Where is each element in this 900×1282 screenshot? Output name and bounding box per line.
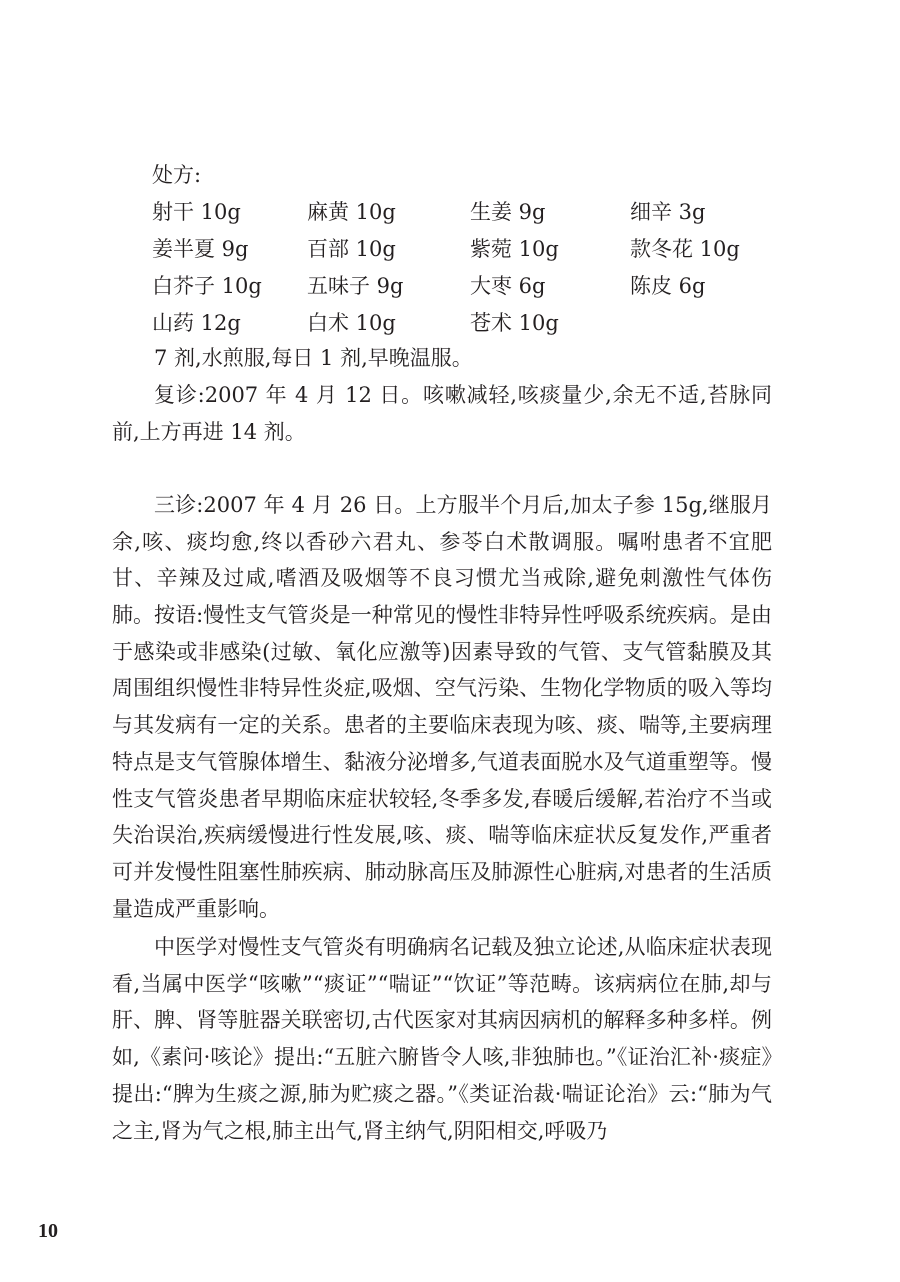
herb-item: 细辛 3g <box>630 200 706 224</box>
herb-item: 苍术 10g <box>470 311 559 335</box>
herb-item: 陈皮 6g <box>630 274 706 298</box>
herb-item: 紫菀 10g <box>470 237 559 261</box>
page-number: 10 <box>38 1220 58 1242</box>
herb-item: 白术 10g <box>307 311 396 335</box>
herb-item: 生姜 9g <box>470 200 546 224</box>
herb-item: 麻黄 10g <box>307 200 396 224</box>
herb-item: 姜半夏 9g <box>152 237 249 261</box>
herb-item: 大枣 6g <box>470 274 546 298</box>
third-visit-paragraph: 三诊:2007 年 4 月 26 日。上方服半个月后,加太子参 15g,继服月余,咳、痰均愈,终以香砂六君丸、参苓白术散调服。嘱咐患者不宜肥甘、辛辣及过咸,嗜酒及吸烟等不良习惯尤当戒除,避免刺激性气体伤肺。 <box>112 493 772 628</box>
commentary-paragraph: 按语:慢性支气管炎是一种常见的慢性非特异性呼吸系统疾病。是由于感染或非感染(过敏、氧化应激等)因素导致的气管、支气管黏膜及其周围组织慢性非特异性炎症,吸烟、空气污染、生物化学物质的吸入等均与其发病有一定的关系。患者的主要临床表现为咳、痰、喘等,主要病理特点是支气管腺体增生、黏液分泌增多,气道表面脱水及气道重塑等。慢性支气管炎患者早期临床症状较轻,冬季多发,春暖后缓解,若治疗不当或失治误治,疾病缓慢进行性发展,咳、痰、喘等临床症状反复发作,严重者可并发慢性阻塞性肺疾病、肺动脉高压及肺源性心脏病,对患者的生活质量造成严重影响。 <box>112 603 772 921</box>
second-visit-paragraph: 复诊:2007 年 4 月 12 日。咳嗽减轻,咳痰量少,余无不适,苔脉同前,上方再进 14 剂。 <box>112 383 772 444</box>
dosage-instructions: 7 剂,水煎服,每日 1 剂,早晚温服。 <box>154 346 473 370</box>
tcm-discussion-paragraph: 中医学对慢性支气管炎有明确病名记载及独立论述,从临床症状表现看,当属中医学“咳嗽”“痰证”“喘证”“饮证”等范畴。该病病位在肺,却与肝、脾、肾等脏器关联密切,古代医家对其病因病机的解释多种多样。例如,《素问·咳论》提出:“五脏六腑皆令人咳,非独肺也。”《证治汇补·痰症》提出:“脾为生痰之源,肺为贮痰之器。”《类证治裁·喘证论治》云:“肺为气之主,肾为气之根,肺主出气,肾主纳气,阴阳相交,呼吸乃 <box>112 935 772 1143</box>
herb-item: 山药 12g <box>152 311 241 335</box>
herb-item: 百部 10g <box>307 237 396 261</box>
herb-item <box>630 307 792 344</box>
prescription-heading: 处方: <box>152 163 202 187</box>
herb-item: 款冬花 10g <box>630 237 740 261</box>
prescription-list <box>152 196 792 344</box>
herb-item: 五味子 9g <box>307 274 404 298</box>
herb-item: 射干 10g <box>152 200 241 224</box>
herb-item: 白芥子 10g <box>152 274 262 298</box>
